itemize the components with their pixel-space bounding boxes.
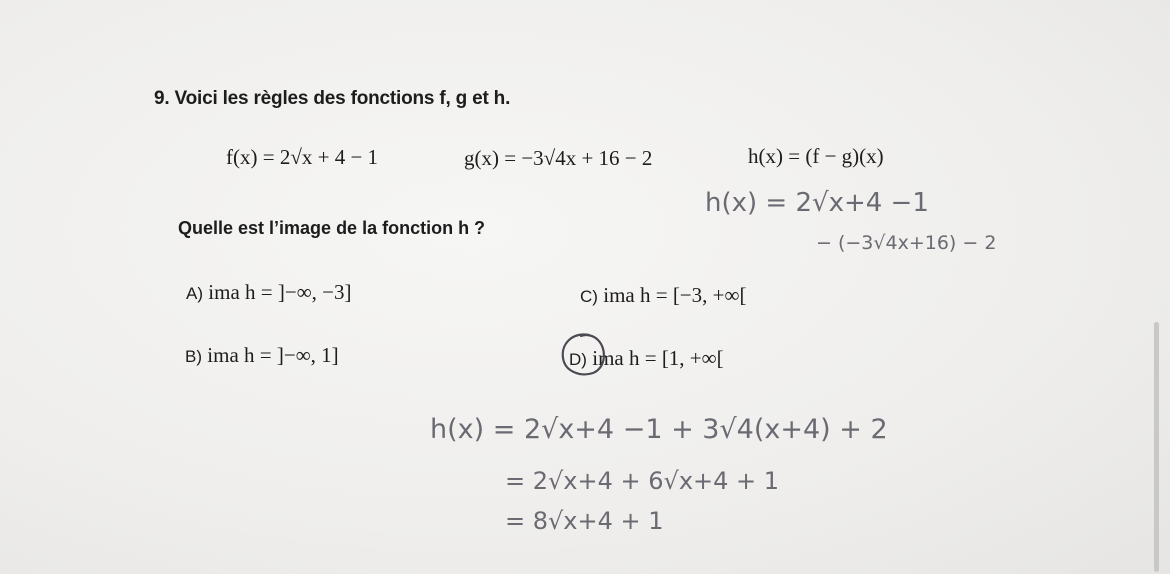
vertical-scrollbar[interactable] [1154, 322, 1159, 572]
handwriting-line-4: = 2√x+4 + 6√x+4 + 1 [505, 467, 780, 495]
choice-letter: D) [569, 350, 587, 369]
choice-expression: ima h = ]−∞, 1] [207, 343, 339, 367]
handwriting-line-2: − (−3√4x+16) − 2 [816, 232, 997, 254]
choice-expression: ima h = [1, +∞[ [592, 346, 724, 370]
handwriting-line-3: h(x) = 2√x+4 −1 + 3√4(x+4) + 2 [430, 414, 888, 445]
question-prompt: Quelle est l’image de la fonction h ? [178, 218, 486, 238]
choice-expression: ima h = [−3, +∞[ [603, 283, 747, 307]
handwriting-line-5: = 8√x+4 + 1 [505, 507, 664, 535]
choice-a[interactable] [186, 280, 352, 305]
choice-letter: B) [185, 347, 202, 366]
question-title: 9. Voici les règles des fonctions f, g et h. [154, 88, 511, 109]
choice-c[interactable] [580, 283, 746, 308]
choice-b[interactable] [185, 343, 339, 368]
g-rule: g(x) = −3√4x + 16 − 2 [464, 146, 653, 170]
h-rule: h(x) = (f − g)(x) [748, 144, 884, 168]
choice-letter: C) [580, 287, 598, 306]
f-rule: f(x) = 2√x + 4 − 1 [226, 145, 379, 169]
choice-expression: ima h = ]−∞, −3] [208, 280, 352, 304]
choice-letter: A) [186, 284, 203, 303]
handwriting-line-1: h(x) = 2√x+4 −1 [705, 188, 929, 218]
selected-answer-circle [559, 331, 609, 379]
